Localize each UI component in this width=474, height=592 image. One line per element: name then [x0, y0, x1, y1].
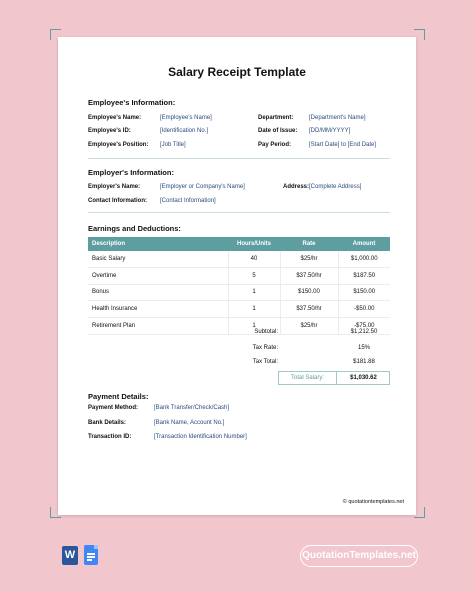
- department-label: Department:: [258, 115, 294, 121]
- bank-details-label: Bank Details:: [88, 420, 127, 426]
- cell-amount: $187.50: [338, 267, 390, 284]
- cell-hours: 5: [228, 267, 280, 284]
- cell-hours: 1: [228, 284, 280, 301]
- employee-position-value: [Job Title]: [160, 142, 186, 148]
- employee-name-row: [88, 115, 141, 121]
- employer-name-value: [Employer or Company's Name]: [160, 184, 245, 190]
- payment-method-value: [Bank Transfer/Check/Cash]: [154, 405, 230, 411]
- divider: [88, 212, 390, 213]
- column-header-description: Description: [88, 237, 228, 251]
- word-icon[interactable]: [62, 546, 78, 565]
- cell-amount: $1,000.00: [338, 251, 390, 267]
- department-value: [Department's Name]: [309, 115, 366, 121]
- earnings-table: [88, 237, 390, 335]
- payment-section-heading: Payment Details:: [88, 392, 149, 401]
- transaction-id-value: [Transaction Identification Number]: [154, 434, 247, 440]
- contact-info-value: [Contact Information]: [160, 198, 216, 204]
- cell-description: Retirement Plan: [88, 318, 228, 335]
- employee-section-heading: Employee's Information:: [88, 98, 176, 107]
- employee-name-value: [Employee's Name]: [160, 115, 212, 121]
- cell-description: Basic Salary: [88, 251, 228, 267]
- issue-date-label: Date of Issue:: [258, 128, 298, 134]
- copyright-footer: © quotationtemplates.net: [342, 499, 404, 505]
- tax-total-row: [58, 359, 416, 369]
- subtotal-value: $1,212.50: [350, 329, 378, 335]
- transaction-id-label: Transaction ID:: [88, 434, 132, 440]
- table-row: [88, 284, 390, 301]
- cell-rate: $37.50/hr: [280, 301, 338, 318]
- table-row: [88, 301, 390, 318]
- employer-name-label: Employer's Name:: [88, 184, 141, 190]
- total-salary-box: [278, 371, 390, 385]
- cell-amount: -$75.00: [338, 318, 390, 335]
- cell-rate: $25/hr: [280, 251, 338, 267]
- cell-rate: $150.00: [280, 284, 338, 301]
- word-icon-letter: W: [64, 549, 76, 561]
- divider: [88, 158, 390, 159]
- cell-amount: -$50.00: [338, 301, 390, 318]
- bank-details-value: [Bank Name, Account No.]: [154, 420, 225, 426]
- employee-id-value: [Identification No.]: [160, 128, 209, 134]
- tax-total-value: $181.88: [353, 359, 375, 365]
- total-salary-label: Total Salary:: [290, 375, 324, 381]
- tax-rate-value: 15%: [357, 345, 370, 351]
- cell-hours: 1: [228, 301, 280, 318]
- address-value: [Complete Address]: [309, 184, 362, 190]
- cell-amount: $150.00: [338, 284, 390, 301]
- tax-rate-row: [58, 345, 416, 355]
- cell-hours: 40: [228, 251, 280, 267]
- table-header-row: [88, 237, 390, 251]
- employee-name-label: Employee's Name:: [88, 115, 142, 121]
- cell-hours: 1: [228, 318, 280, 335]
- employee-id-label: Employee's ID:: [88, 128, 131, 134]
- pay-period-value: [Start Date] to [End Date]: [309, 142, 377, 148]
- document-page: [58, 37, 416, 515]
- docs-icon-fold: [94, 545, 98, 549]
- table-row: [88, 251, 390, 267]
- google-docs-icon[interactable]: [84, 545, 98, 565]
- employer-section-heading: Employer's Information:: [88, 168, 174, 177]
- subtotal-label: Subtotal:: [254, 329, 278, 335]
- address-label: Address:: [283, 184, 310, 190]
- total-salary-value: $1,030.62: [350, 375, 377, 381]
- issue-date-value: [DD/MM/YYYY]: [309, 128, 351, 134]
- tax-rate-label: Tax Rate:: [252, 345, 278, 351]
- contact-info-label: Contact Information:: [88, 198, 147, 204]
- column-header-amount: Amount: [338, 237, 390, 251]
- docs-icon-line: [87, 559, 92, 561]
- employee-position-label: Employee's Position:: [88, 142, 149, 148]
- tax-total-label: Tax Total:: [252, 359, 278, 365]
- subtotal-row: [58, 329, 416, 339]
- payment-method-label: Payment Method:: [88, 405, 139, 411]
- table-row: [88, 267, 390, 284]
- cell-rate: $25/hr: [280, 318, 338, 335]
- page-title: Salary Receipt Template: [168, 65, 306, 79]
- column-header-hours: Hours/Units: [228, 237, 280, 251]
- cell-description: Health Insurance: [88, 301, 228, 318]
- column-header-rate: Rate: [280, 237, 338, 251]
- pay-period-label: Pay Period:: [258, 142, 292, 148]
- brand-button[interactable]: QuotationTemplates.net: [300, 545, 418, 567]
- cell-rate: $37.50/hr: [280, 267, 338, 284]
- docs-icon-line: [87, 556, 95, 558]
- cell-description: Bonus: [88, 284, 228, 301]
- docs-icon-line: [87, 553, 95, 555]
- earnings-section-heading: Earnings and Deductions:: [88, 224, 181, 233]
- cell-description: Overtime: [88, 267, 228, 284]
